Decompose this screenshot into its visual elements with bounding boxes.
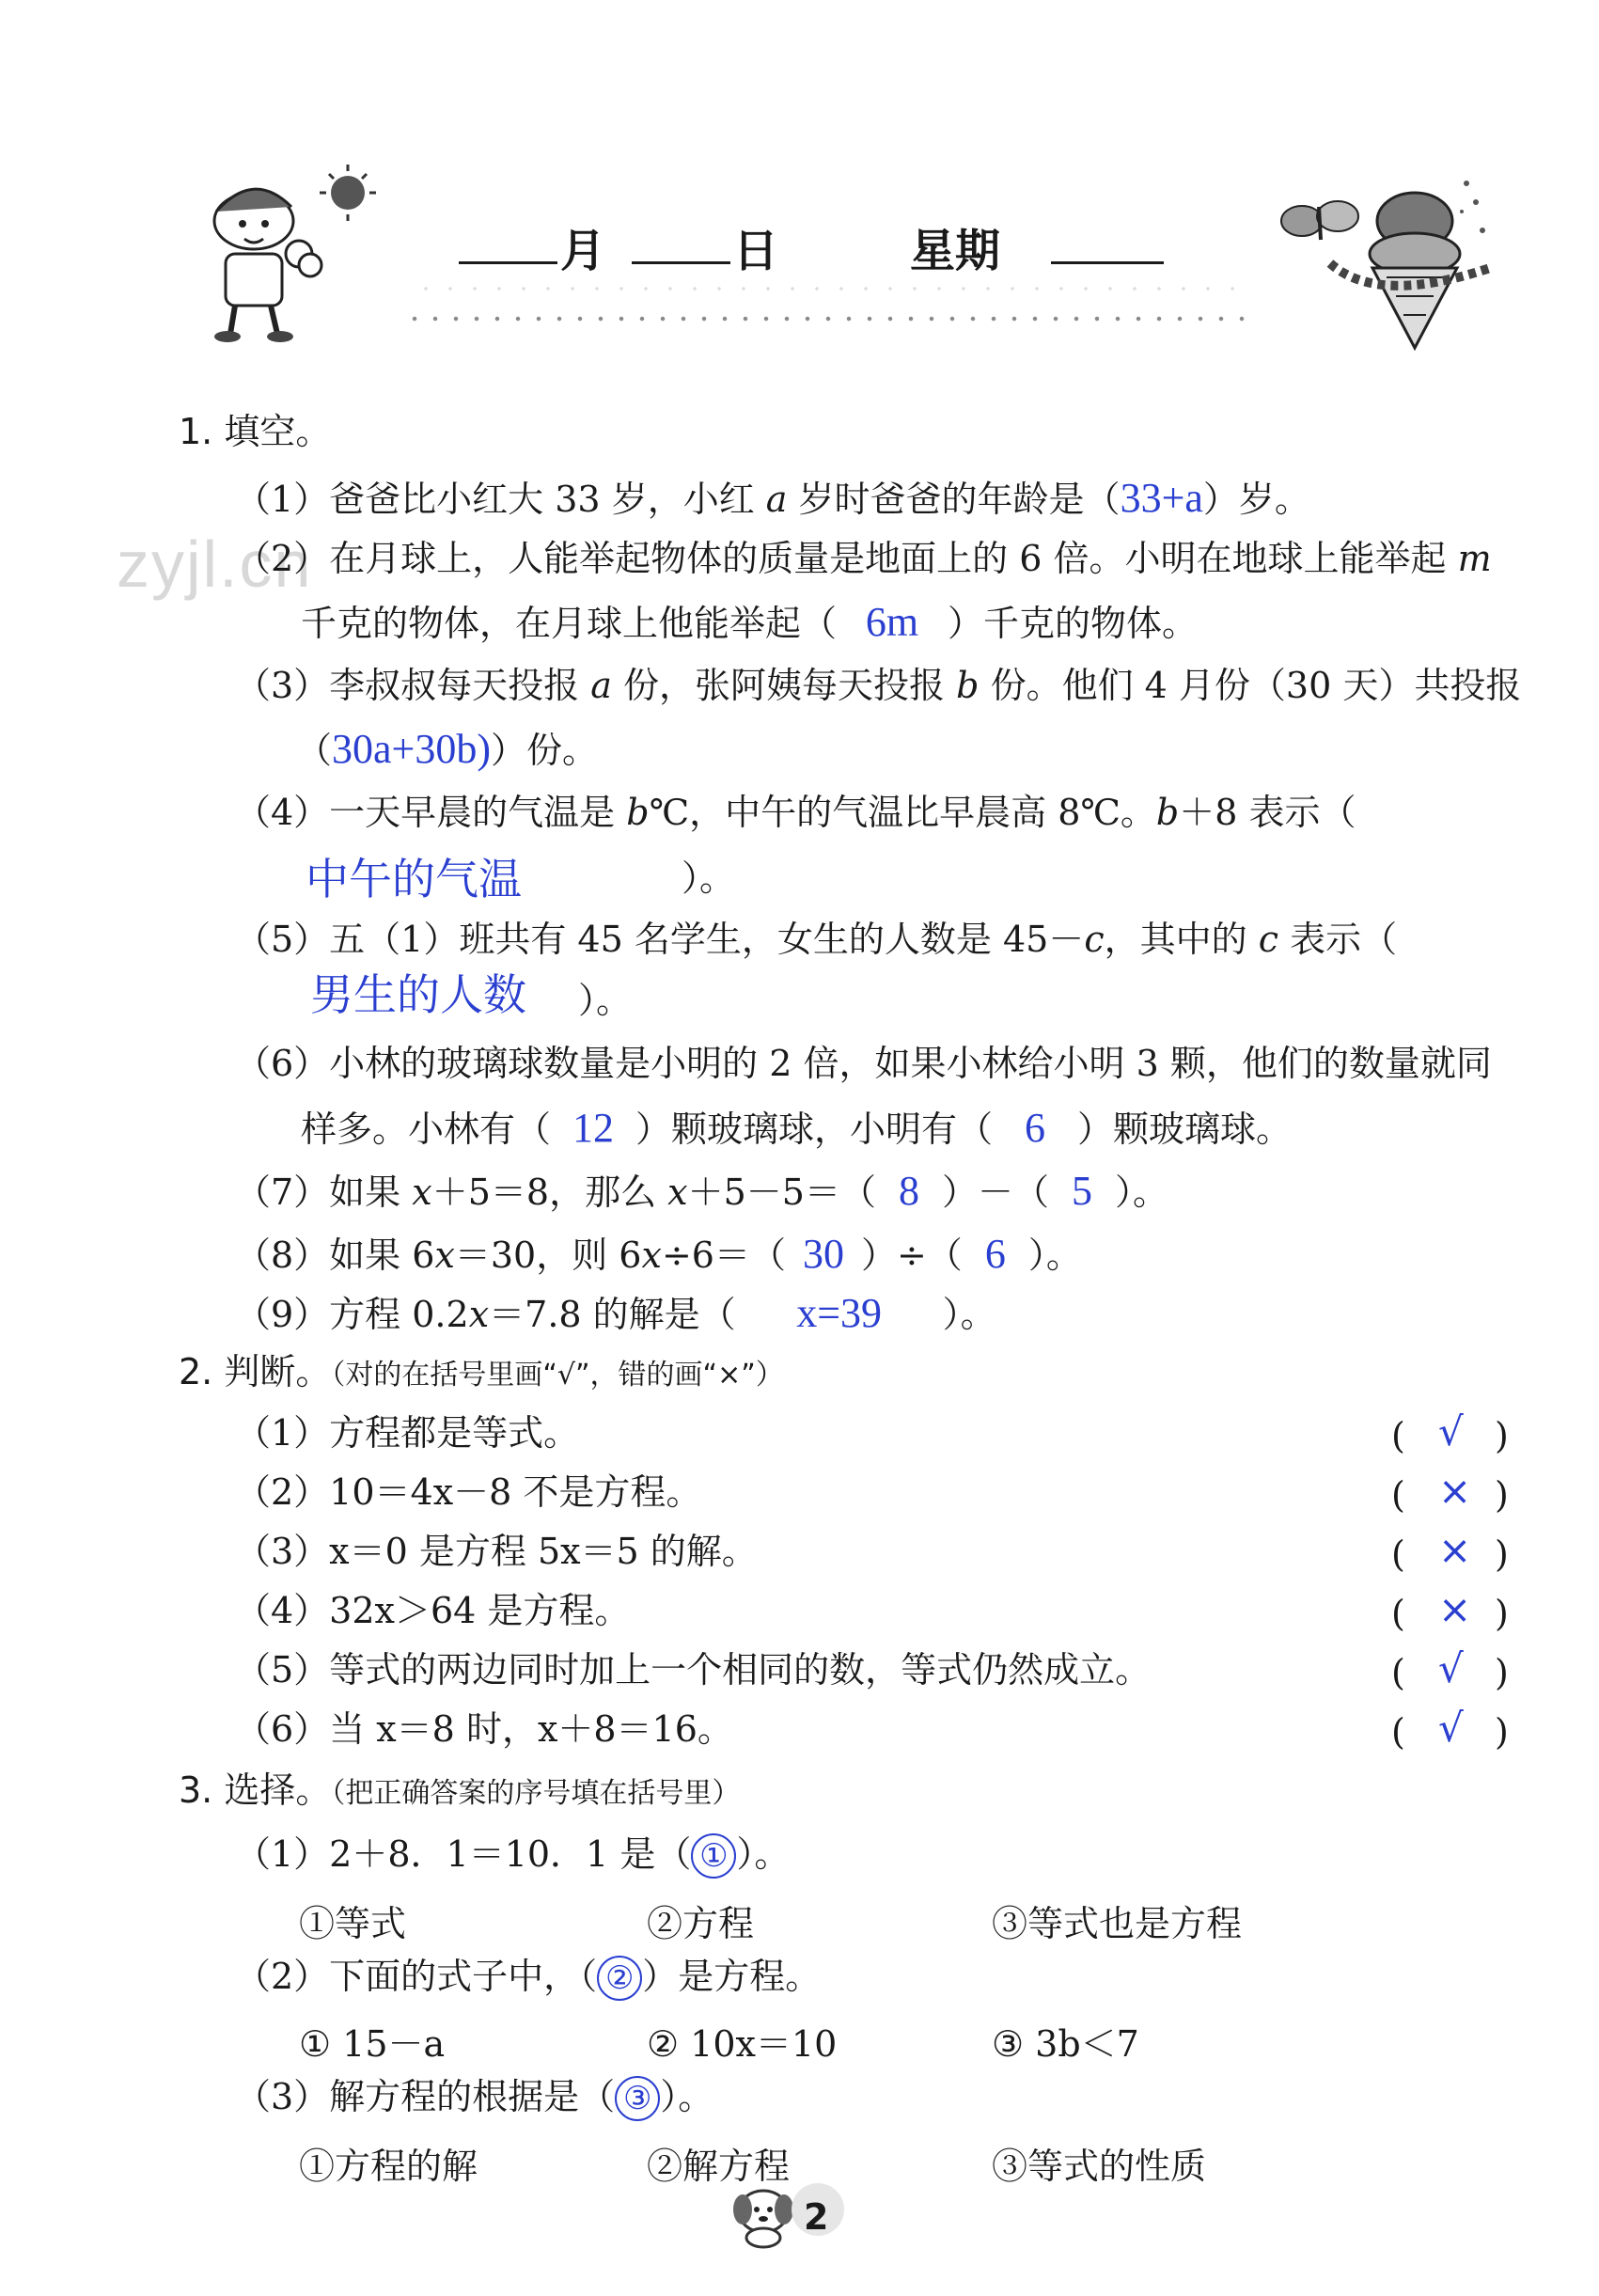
q5-line1: （5）五（1）班共有 45 名学生，女生的人数是 45－c，其中的 c 表示（ [235, 919, 1398, 960]
ice-cream-illustration [1264, 165, 1495, 353]
q8-answer1: 30 [802, 1231, 844, 1277]
header-dotted-line [404, 312, 1250, 325]
choice-q2-option-3: ③ 3b＜7 [992, 2023, 1139, 2065]
q8-line: （8）如果 6x＝30，则 6x÷6＝（ 30 ）÷（ 6 ）。 [235, 1231, 1082, 1277]
judgement-mark-5: √ [1438, 1645, 1464, 1691]
choice-q2-option-1: ① 15－a [299, 2023, 446, 2065]
choice-q3-option-2: ②解方程 [647, 2146, 791, 2187]
q8-answer2: 6 [984, 1231, 1006, 1277]
weekday-blank [1051, 261, 1164, 264]
judgement-mark-6: √ [1438, 1705, 1464, 1751]
q7-answer2: 5 [1071, 1168, 1092, 1214]
q6-line1: （6）小林的玻璃球数量是小明的 2 倍，如果小林给小明 3 颗，他们的数量就同 [235, 1043, 1492, 1084]
q6-answer2: 6 [1025, 1105, 1046, 1151]
judgement-mark-3: × [1438, 1527, 1472, 1573]
judgement-mark-1: √ [1438, 1408, 1464, 1455]
choice-q3-answer: ③ [615, 2076, 660, 2121]
judgement-mark-2: × [1438, 1468, 1472, 1514]
q5-answer: 男生的人数 [310, 969, 526, 1020]
judgement-item-4: （4）32x＞64 是方程。 [235, 1590, 631, 1631]
choice-q2-answer: ② [597, 1956, 642, 2001]
q7-line: （7）如果 x＋5＝8，那么 x＋5－5＝（ 8 ）－（ 5 ）。 [235, 1168, 1168, 1214]
judgement-item-6: （6）当 x＝8 时，x＋8＝16。 [235, 1708, 733, 1750]
q6-line2: 样多。小林有（ 12 ）颗玻璃球，小明有（ 6 ）颗玻璃球。 [301, 1105, 1293, 1151]
q3-answer: 30a+30b) [332, 726, 492, 772]
judgement-item-5: （5）等式的两边同时加上一个相同的数，等式仍然成立。 [235, 1649, 1152, 1691]
q7-answer1: 8 [898, 1168, 919, 1214]
q4-line1: （4）一天早晨的气温是 b℃，中午的气温比早晨高 8℃。b＋8 表示（ [235, 792, 1356, 833]
q4-close: ）。 [682, 857, 736, 899]
choice-q3-option-3: ③等式的性质 [992, 2146, 1207, 2187]
q3-line1: （3）李叔叔每天投报 a 份，张阿姨每天投报 b 份。他们 4 月份（30 天）共投报 [235, 665, 1522, 706]
sun-icon [331, 176, 365, 210]
section2-title: 2. 判断。（对的在括号里画“√”，错的画“×”） [179, 1351, 784, 1392]
judgement-item-2: （2）10＝4x－8 不是方程。 [235, 1471, 702, 1513]
choice-q1-answer: ① [691, 1833, 736, 1879]
q3-line2: （30a+30b)）份。 [296, 726, 599, 772]
q9-line: （9）方程 0.2x＝7.8 的解是（ x=39 ）。 [235, 1290, 996, 1336]
q2-answer: 6m [865, 599, 919, 645]
q1-line: （1）爸爸比小红大 33 岁，小红 a 岁时爸爸的年龄是（33+a）岁。 [235, 475, 1310, 521]
choice-q1-option-1: ①等式 [299, 1903, 407, 1944]
day-blank [632, 261, 730, 264]
q2-line1: （2）在月球上，人能举起物体的质量是地面上的 6 倍。小明在地球上能举起 m [235, 538, 1492, 579]
choice-q3: （3）解方程的根据是（ ③ ）。 [235, 2076, 713, 2121]
choice-q1-option-2: ②方程 [647, 1903, 755, 1944]
weekday-label: 星期 [910, 225, 1001, 277]
q2-line2: 千克的物体，在月球上他能举起（ 6m ）千克的物体。 [301, 599, 1199, 645]
q6-answer1: 12 [572, 1105, 615, 1151]
choice-q2-option-2: ② 10x＝10 [647, 2023, 838, 2065]
butterfly-icon [1281, 201, 1358, 240]
choice-q2: （2）下面的式子中，（ ② ）是方程。 [235, 1956, 821, 2001]
day-label: 日 [733, 225, 779, 277]
header-dotted-line-light [414, 282, 1241, 295]
q1-answer: 33+a [1120, 475, 1203, 521]
section3-title: 3. 选择。（把正确答案的序号填在括号里） [179, 1769, 741, 1811]
choice-q1-option-3: ③等式也是方程 [992, 1903, 1243, 1944]
boy-illustration [188, 160, 404, 348]
q9-answer: x=39 [796, 1290, 883, 1336]
q4-answer: 中午的气温 [306, 854, 522, 904]
month-label: 月 [560, 225, 606, 277]
judgement-mark-4: × [1438, 1586, 1472, 1632]
puppy-icon [726, 2183, 801, 2249]
month-blank [459, 261, 557, 264]
judgement-item-3: （3）x＝0 是方程 5x＝5 的解。 [235, 1531, 758, 1572]
choice-q1: （1）2＋8．1＝10．1 是（ ① ）。 [235, 1833, 790, 1879]
q5-close: ）。 [578, 980, 633, 1021]
choice-q3-option-1: ①方程的解 [299, 2146, 478, 2187]
page-number: 2 [804, 2196, 829, 2238]
watermark: zyjl.cn [117, 527, 313, 601]
section1-title: 1. 填空。 [179, 411, 332, 452]
judgement-item-1: （1）方程都是等式。 [235, 1412, 580, 1454]
